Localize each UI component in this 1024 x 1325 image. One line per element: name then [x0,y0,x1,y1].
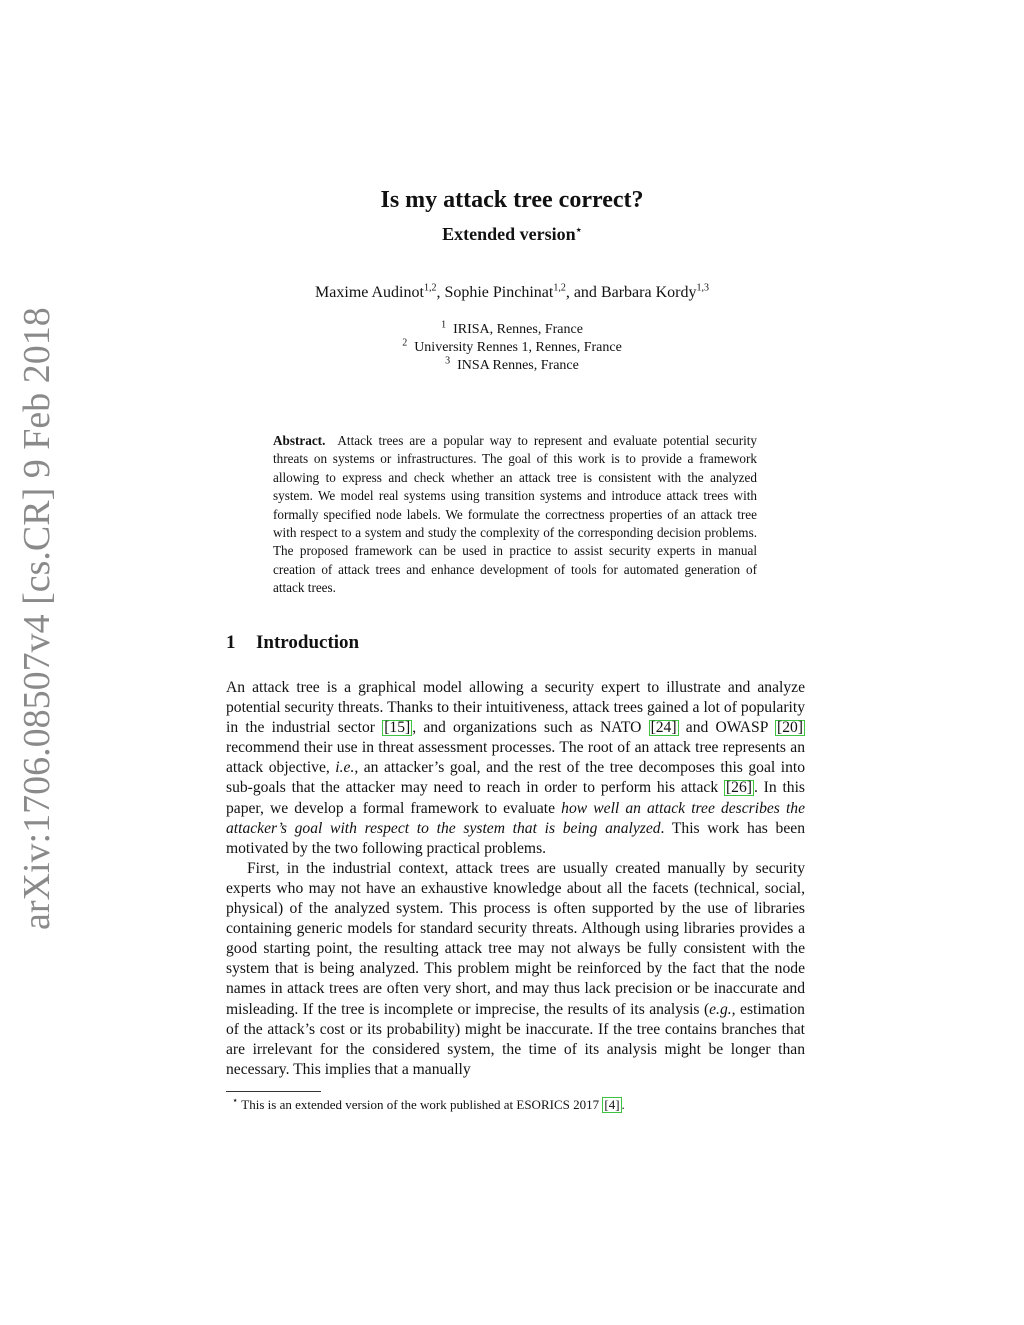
abstract [273,432,757,598]
footnote-end: . [621,1097,625,1112]
italic-run: how well an attack tree describes the attacker’s goal with respect to the system that is being analyzed [226,799,805,837]
affiliation [0,357,1024,375]
author-affiliation: 1,2 [553,282,566,294]
text-run: . This work has been motivated by the two following practical problems. [226,819,805,857]
text-run: An attack tree is a graphical model allowing a security expert to illustrate and analyze potential security threats. Thanks to their intuitiveness, attack trees gained a lot of popularity in the industrial sector [226,679,805,737]
subtitle-text: Extended version [442,224,576,244]
text-run: and OWASP [678,719,776,737]
footnote-rule [226,1091,321,1092]
footnote-mark: ⋆ [232,1095,239,1107]
citation-link[interactable]: [4] [604,1097,620,1112]
paragraph [226,859,805,1080]
body-text [226,678,805,1080]
section-number: 1 [226,632,236,653]
section-title: Introduction [256,632,360,653]
footnote-text: This is an extended version of the work published at ESORICS 2017 [238,1097,603,1112]
citation-link[interactable]: [26] [725,779,752,797]
footnote [232,1097,625,1113]
author-separator: , [436,284,445,301]
italic-run: e.g., [709,1000,736,1018]
affiliation-text: IRISA, Rennes, France [453,322,583,337]
author-name: Barbara Kordy [600,284,697,301]
citation-link[interactable]: [15] [384,719,411,737]
affiliation-number: 3 [445,355,451,367]
citation-link[interactable]: [20] [777,719,803,737]
paragraph [226,678,805,859]
affiliation-text: University Rennes 1, Rennes, France [414,340,622,355]
author-list [0,284,1024,302]
text-run: First, in the industrial context, attack trees are usually created manually by security experts who may not have an exhaustive knowledge about all the facets (technical, social, physical) of the analyzed system. This process is often supported by the use of libraries containing generic models for standard security threats. Although using libraries provides a good starting point, the resulting attack tree may not always be fully consistent with the system that is being analyzed. This problem might be reinforced by the fact that the node names in attack trees are often very short, and may thus lack precision or be inaccurate and misleading. If the tree is incomplete or imprecise, the results of its analysis ( [226,859,805,1018]
text-run: estimation of the attack’s cost or its probability) might be inaccurate. If the tree contains branches that are irrelevant for the considered system, the time of its analysis might be longer than necessary. This implies that a manually [226,1000,805,1078]
italic-run: i.e., [335,759,359,777]
affiliation [0,321,1024,339]
section-heading [226,632,359,654]
affiliation [0,339,1024,357]
affiliation-number: 2 [402,337,408,349]
text-run: an attacker’s goal, and the rest of the tree decomposes this goal into sub-goals that the attacker may need to reach in order to perform his attack [226,759,805,797]
author-name: Sophie Pinchinat [444,284,554,301]
author-affiliation: 1,3 [696,282,709,294]
affiliation-text: INSA Rennes, France [457,358,579,373]
author-separator: , and [565,284,601,301]
paper-subtitle [0,224,1024,245]
text-run: recommend their use in threat assessment processes. The root of an attack tree represents an attack objective, [226,739,805,777]
subtitle-footnote-mark: ⋆ [575,225,582,236]
affiliation-number: 1 [441,319,447,331]
author-affiliation: 1,2 [423,282,437,294]
author-name: Maxime Audinot [315,284,424,301]
citation-link[interactable]: [24] [650,719,677,737]
text-run: . In this paper, we develop a formal framework to evaluate [226,779,805,817]
text-run: , and organizations such as NATO [412,719,649,737]
abstract-label: Abstract. [273,433,326,448]
arxiv-identifier: arXiv:1706.08507v4 [cs.CR] 9 Feb 2018 [16,307,58,930]
abstract-text: Attack trees are a popular way to represent and evaluate potential security threats on systems or infrastructures. The goal of this work is to provide a framework allowing to express and check whether an attack tree is consistent with the analyzed system. We model real systems using transition systems and introduce attack trees with formally specified node labels. We formulate the correctness properties of an attack tree with respect to a system and study the complexity of the corresponding decision problems. The proposed framework can be used in practice to assist security experts in manual creation of attack trees and enhance development of tools for automated generation of attack trees. [273,433,758,596]
paper-title: Is my attack tree correct? [380,187,644,213]
